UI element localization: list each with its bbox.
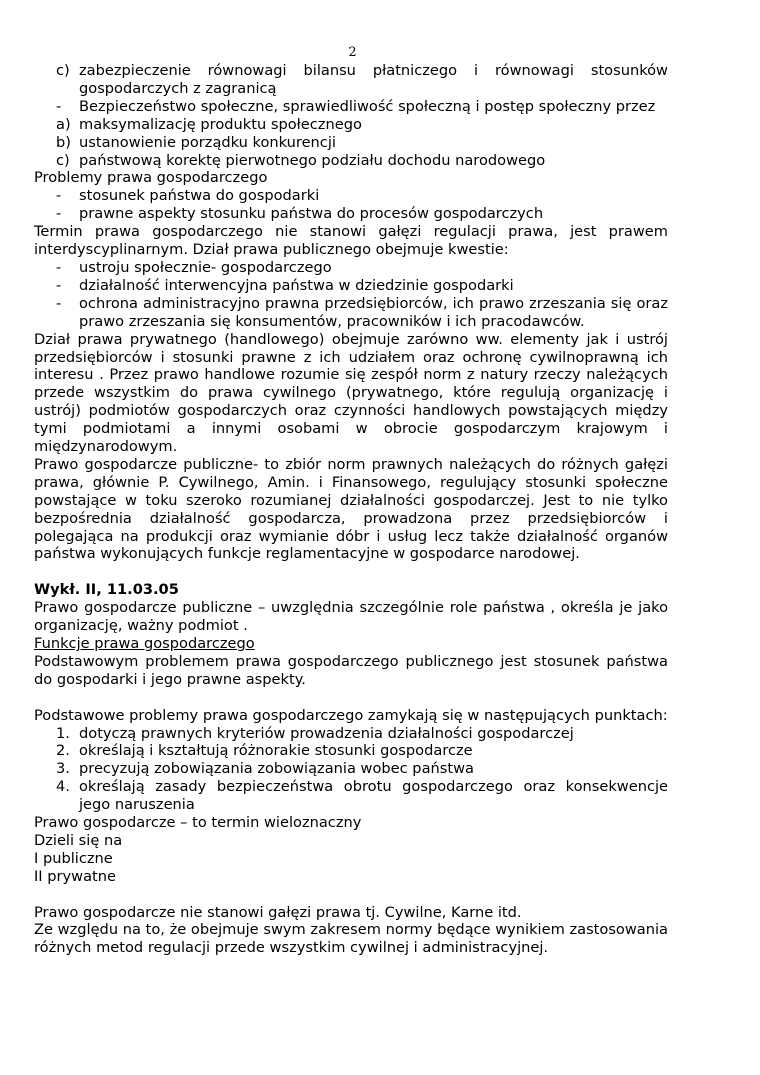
- divides-line: Dzieli się na: [34, 831, 123, 849]
- lecture-paragraph: Prawo gospodarcze publiczne – uwzględnia szczególnie role państwa , określa je jako organizację, ważny podmiot .: [34, 599, 668, 635]
- list-marker: a): [56, 115, 71, 133]
- list-marker: b): [56, 133, 71, 151]
- list-item: [34, 187, 668, 205]
- list-item: [34, 742, 668, 760]
- branch-line: Prawo gospodarcze nie stanowi gałęzi prawa tj. Cywilne, Karne itd.: [34, 903, 522, 921]
- list-marker: -: [56, 258, 62, 276]
- functions-heading: Funkcje prawa gospodarczego: [34, 634, 255, 652]
- division-private: II prywatne: [34, 867, 116, 885]
- list-marker: -: [56, 294, 62, 312]
- list-item-text: państwową korektę pierwotnego podziału dochodu narodowego: [79, 151, 546, 169]
- public-law-list: [34, 259, 668, 331]
- spacer: [34, 886, 668, 904]
- list-item: [34, 259, 668, 277]
- functions-paragraph: Podstawowym problemem prawa gospodarczego publicznego jest stosunek państwa do gospodarki i jego prawne aspekty.: [34, 652, 668, 688]
- list-item-text: zabezpieczenie równowagi bilansu płatniczego i równowagi stosunków gospodarczych z zagranicą: [79, 62, 668, 97]
- spacer: [34, 563, 668, 581]
- list-marker: -: [56, 205, 62, 223]
- list-marker: 4.: [56, 778, 70, 796]
- list-item: [34, 98, 668, 116]
- list-item-text: ustroju społecznie- gospodarczego: [79, 258, 332, 276]
- basic-problems-paragraph: Podstawowe problemy prawa gospodarczego zamykają się w następujących punktach:: [34, 706, 668, 724]
- list-item: [34, 134, 668, 152]
- spacer: [34, 689, 668, 707]
- list-item-text: prawne aspekty stosunku państwa do procesów gospodarczych: [79, 205, 544, 223]
- list-item-text: stosunek państwa do gospodarki: [79, 187, 320, 205]
- list-item-text: określają i kształtują różnorakie stosunki gospodarcze: [79, 742, 473, 760]
- definition-paragraph: Prawo gospodarcze publiczne- to zbiór norm prawnych należących do różnych gałęzi prawa, głównie P. Cywilnego, Amin. i Finansowego, regulujący stosunki społeczne powstające w toku szeroko rozumianej działalności gospodarczej. Jest to nie tylko bezpośrednia działalność gospodarcza, prowadzona przez przedsiębiorców i polegająca na produkcji oraz wymianie dóbr i usług lecz także działalność organów państwa wykonujących funkcje reglamentacyjne w gospodarce narodowej.: [34, 455, 668, 563]
- list-item-text: określają zasady bezpieczeństwa obrotu gospodarczego oraz konsekwencje jego naruszenia: [79, 778, 668, 814]
- numbered-list: [34, 725, 668, 815]
- problems-list: [34, 187, 668, 223]
- list-marker: 2.: [56, 742, 70, 760]
- list-item-text: precyzują zobowiązania zobowiązania wobec państwa: [79, 760, 474, 778]
- lecture-heading: Wykł. II, 11.03.05: [34, 581, 179, 599]
- list-item: [34, 295, 668, 331]
- problems-heading: Problemy prawa gospodarczego: [34, 169, 268, 187]
- page-number: 2: [348, 45, 357, 60]
- list-marker: 1.: [56, 724, 70, 742]
- private-law-paragraph: Dział prawa prywatnego (handlowego) obejmuje zarówno ww. elementy jak i ustrój przedsiębiorców i stosunki prawne z ich udziałem oraz ochronę cywilnoprawną ich interesu . Przez prawo handlowe rozumie się zespół norm z natury rzeczy należących przede wszystkim do prawa cywilnego (prywatnego, które regulują organizację i ustrój) podmiotów gospodarczych oraz czynności handlowych powstających między tymi podmiotami a innymi osobami w obrocie gospodarczym krajowym i międzynarodowym.: [34, 330, 668, 456]
- list-item-text: maksymalizację produktu społecznego: [79, 115, 362, 133]
- list-item: [34, 778, 668, 814]
- list-item-text: działalność interwencyjna państwa w dziedzinie gospodarki: [79, 276, 514, 294]
- list-item-text: Bezpieczeństwo społeczne, sprawiedliwość społeczną i postęp społeczny przez: [79, 97, 656, 115]
- list-item: [34, 152, 668, 170]
- list-item: [34, 116, 668, 134]
- list-marker: -: [56, 276, 62, 294]
- list-item: [34, 725, 668, 743]
- list-item-text: dotyczą prawnych kryteriów prowadzenia działalności gospodarczej: [79, 724, 574, 742]
- list-item: [34, 277, 668, 295]
- list-marker: c): [56, 151, 70, 169]
- list-marker: -: [56, 187, 62, 205]
- list-marker: c): [56, 62, 70, 79]
- list-item-text: ustanowienie porządku konkurencji: [79, 133, 336, 151]
- list-block-1: [34, 62, 668, 169]
- list-item: [34, 62, 668, 98]
- list-item: [34, 760, 668, 778]
- page-content: [34, 62, 668, 957]
- list-item: [34, 205, 668, 223]
- ambiguous-term-line: Prawo gospodarcze – to termin wieloznaczny: [34, 814, 362, 832]
- term-paragraph: Termin prawa gospodarczego nie stanowi gałęzi regulacji prawa, jest prawem interdyscyplinarnym. Dział prawa publicznego obejmuje kwestie:: [34, 223, 668, 259]
- final-paragraph: Ze względu na to, że obejmuje swym zakresem normy będące wynikiem zastosowania różnych metod regulacji przede wszystkim cywilnej i administracyjnej.: [34, 921, 668, 957]
- list-item-text: ochrona administracyjno prawna przedsiębiorców, ich prawo zrzeszania się oraz prawo zrzeszania się konsumentów, pracowników i ich pracodawców.: [79, 294, 668, 330]
- division-public: I publiczne: [34, 849, 113, 867]
- list-marker: -: [56, 97, 62, 115]
- list-marker: 3.: [56, 760, 70, 778]
